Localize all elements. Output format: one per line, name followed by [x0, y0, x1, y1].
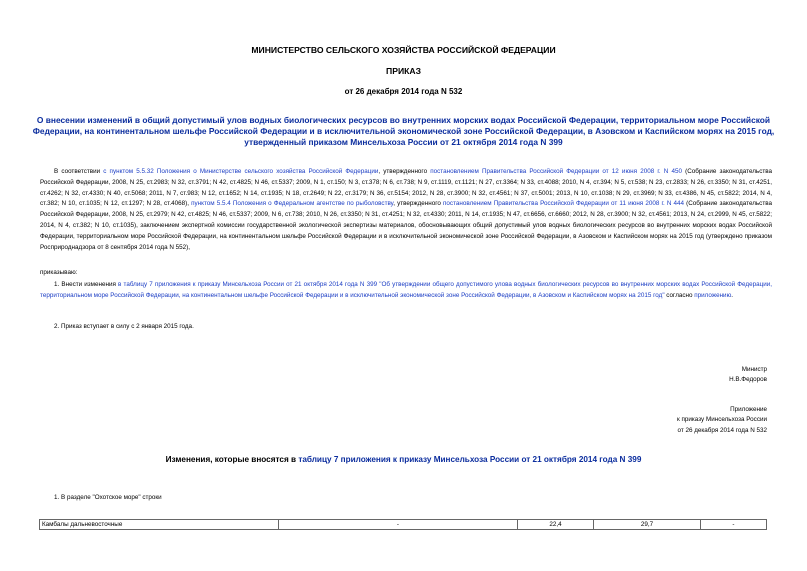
- section-item-1: 1. В разделе "Охотское море" строки: [54, 494, 162, 501]
- table-cell: -: [278, 520, 517, 530]
- changes-table: [39, 519, 767, 530]
- signature-title: Министр: [741, 366, 767, 373]
- link-decree-450[interactable]: постановлением Правительства Российской Федерации от 12 июня 2008 г. N 450: [430, 168, 682, 175]
- table-cell: -: [700, 520, 766, 530]
- appendix-reference: к приказу Минсельхоза России: [676, 416, 767, 423]
- preamble-text-4: , утвержденного: [393, 200, 444, 208]
- order-word: приказываю:: [40, 269, 78, 276]
- preamble-paragraph: [40, 167, 772, 253]
- link-changes-table-7[interactable]: таблицу 7 приложения к приказу Минсельхоза России от 21 октября 2014 года N 399: [298, 455, 642, 464]
- ministry-heading: МИНИСТЕРСТВО СЕЛЬСКОГО ХОЗЯЙСТВА РОССИЙСКОЙ ФЕДЕРАЦИИ: [251, 45, 556, 55]
- table-cell: 22,4: [517, 520, 593, 530]
- table-row: [40, 520, 767, 530]
- preamble-text-5: (Собрание законодательства Российской Федерации, 2008, N 25, ст.2979; N 42, ст.4825; N 46, ст.5337; 2009, N 6, ст.738; 2010, N 26, ст.3350; N 31, ст.4251; N 32, ст.4330; 2011, N 14, ст.1935; N 47, ст.6656, ст.6660; 2012, N 28, ст.3900; N 32, ст.4561; 2013, N 24, ст.2999, N 45, ст.5822; 2014, N 4, ст.382; N 10, ст.1035), заключением экспертной комиссии государственной экологической экспертизы материалов, обосновывающих общий допустимый улов водных биологических ресурсов во внутренних морских водах Российской Федерации, территориальном море Российской Федерации, на континентальном шельфе Российской Федерации и в исключительной экономической зоне Российской Федерации, в Азовском и Каспийском морях на 2015 год (утверждено приказом Росприроднадзора от 8 сентября 2014 года N 552),: [40, 200, 772, 251]
- preamble-text-1: В соответствии: [54, 168, 104, 175]
- appendix-date: от 26 декабря 2014 года N 532: [677, 427, 767, 434]
- signature-name: Н.В.Федоров: [729, 376, 767, 383]
- document-type: ПРИКАЗ: [386, 66, 421, 76]
- changes-heading-text: Изменения, которые вносятся в: [165, 455, 299, 464]
- link-table-7-order-399[interactable]: в таблицу 7 приложения к приказу Минсельхоза России от 21 октября 2014 года N 399 "Об утверждении общего допустимого улова водных биологических ресурсов во внутренних морских водах Российской Федерации, территориальном море Российской Федерации, на континентальном шельфе Российской Федерации и в исключительной экономической зоне Российской Федерации, в Азовском и Каспийском морях на 2015 год": [40, 281, 772, 299]
- link-appendix[interactable]: приложению: [694, 291, 732, 299]
- document-date: от 26 декабря 2014 года N 532: [344, 87, 463, 96]
- document-title: О внесении изменений в общий допустимый улов водных биологических ресурсов во внутренних морских водах Российской Федерации, территориальном море Российской Федерации, на континентальном шельфе Российской Федерации и в исключительной экономической зоне Российской Федерации, в Азовском и Каспийском морях на 2015 год, утвержденный приказом Минсельхоза России от 21 октября 2014 года N 399: [32, 115, 775, 147]
- link-regulation-fishery-agency[interactable]: пунктом 5.5.4 Положения о Федеральном агентстве по рыболовству: [191, 200, 394, 208]
- link-decree-444[interactable]: постановлением Правительства Российской Федерации от 11 июня 2008 г. N 444: [443, 200, 685, 208]
- link-regulation-ministry[interactable]: с пунктом 5.5.32 Положения о Министерстве сельского хозяйства Российской Федерации: [103, 168, 379, 175]
- table-cell: Камбалы дальневосточные: [40, 520, 279, 530]
- item1-text-2: согласно: [664, 291, 695, 299]
- item1-text-1: 1. Внести изменения: [54, 281, 119, 288]
- preamble-text-2: , утвержденного: [378, 168, 431, 175]
- order-item-1: [40, 280, 772, 302]
- appendix-title: Приложение: [730, 406, 767, 413]
- item1-text-3: .: [731, 291, 734, 299]
- order-item-2: 2. Приказ вступает в силу с 2 января 2015 года.: [54, 323, 194, 330]
- changes-heading: [0, 455, 807, 464]
- table-cell: 29,7: [594, 520, 701, 530]
- preamble-text-3: (Собрание законодательства Российской Федерации, 2008, N 25, ст.2983; N 32, ст.3791; N 42, ст.4825; N 46, ст.5337; 2009, N 1, ст.150; N 3, ст.378; N 6, ст.738; N 9, ст.1119, ст.1121; N 27, ст.3364; N 33, ст.4088; 2010, N 4, ст.394; N 5, ст.538; N 23, ст.2833; N 26, ст.3350; N 31, ст.4251, ст.4262; N 32, ст.4330; N 40, ст.5068; 2011, N 7, ст.983; N 12, ст.1652; N 14, ст.1935; N 18, ст.2649; N 22, ст.3179; N 36, ст.5154; 2012, N 28, ст.3900; N 32, ст.4561; N 37, ст.5001; 2013, N 10, ст.1038; N 29, ст.3969; N 33, ст.4386, N 45, ст.5822; 2014, N 4, ст.382; N 10, ст.1035; N 12, ст.1297; N 28, ст.4068),: [40, 168, 773, 208]
